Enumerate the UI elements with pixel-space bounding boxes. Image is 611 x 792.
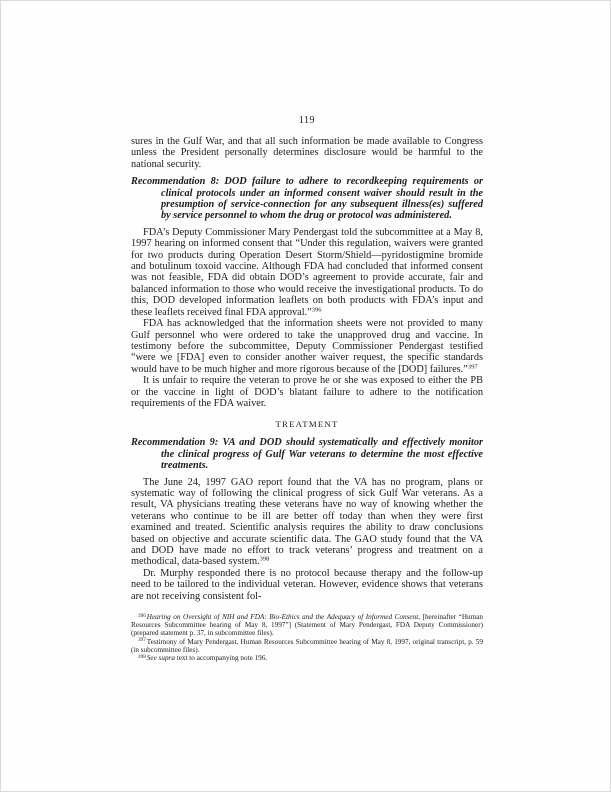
paragraph-dr-murphy [131,568,483,602]
paragraph-text: Dr. Murphy responded there is no protocol because therapy and the follow-up need to be tailored to the individual veteran. However, evidence shows that veterans are not receiving consistent fol- [131,567,483,602]
footnote-ref-396: 396 [311,306,322,314]
page-content [131,115,483,662]
paragraph-fda-pendergast [131,227,483,318]
paragraph-fda-acknowledged [131,318,483,375]
footnote-title-italic: Hearing on Oversight of NIH and FDA: Bio-Ethics and the Adequacy of Informed Consent, [146,613,421,622]
page-number: 119 [298,115,316,126]
paragraph-text: FDA’s Deputy Commissioner Mary Pendergast told the subcommittee at a May 8, 1997 hearing on informed consent that “Under this regulation, waivers were granted for two products during Operation Desert Storm/Shield—pyridostigmine bromide and botulinum toxoid vaccine. Although FDA had concluded that informed consent was not feasible, FDA did obtain DOD’s agreement to provide accurate, fair and balanced information to those who would receive the investigational products. To do this, DOD developed information leaflets on both products with FDA’s input and these leaflets received final FDA approval.” [131,226,483,318]
footnote-number: 396 [138,612,146,619]
footnote-396 [131,613,483,638]
footnote-397 [131,638,483,654]
recommendation-9-heading: Recommendation 9: VA and DOD should systematically and effectively monitor the clinical progress of Gulf War veterans to determine the most effective treatments. [131,437,483,472]
paragraph-text: The June 24, 1997 GAO report found that the VA has no program, plans or systematic way of following the clinical progress of sick Gulf War veterans. As a result, VA physicians treating these veterans have no way of knowing whether the veterans who continue to be ill are better off today than when they were first examined and treated. Scientific analysis requires the ability to draw conclusions based on objective and accurate scientific data. The GAO study found that the VA and DOD have made no effort to track veterans’ progress and treatment on a methodical, data-based system. [131,476,483,568]
footnote-text: text to accompanying note 196. [174,654,268,663]
footnote-text: [hereinafter “Human Resources Subcommittee hearing of May 8, 1997”] (Statement of Mary Pendergast, FDA Deputy Commissioner) (prepared statement p. 37, in subcommittee files). [131,613,483,638]
footnote-text: Testimony of Mary Pendergast, Human Resources Subcommittee hearing of May 8, 1997, original transcript, p. 59 (in subcommittee files). [131,637,483,654]
footnote-ref-398: 398 [259,555,270,563]
paragraph-text: sures in the Gulf War, and that all such information be made available to Congress unless the President personally determines disclosure would be harmful to the national security. [131,136,483,170]
footnote-ref-397: 397 [467,363,478,371]
paragraph-text: FDA has acknowledged that the information sheets were not provided to many Gulf personnel who were ordered to take the unapproved drug and vaccine. In testimony before the subcommittee, Deputy Commissioner Pendergast testified “were we [FDA] even to consider another waiver request, the specific standards would have to be much higher and more rigorous because of the [DOD] failures.” [131,318,483,375]
treatment-section-heading: TREATMENT [275,419,339,430]
paragraph-unfair-to-veteran [131,375,483,409]
footnote-see-supra-italic: See supra [146,654,175,663]
paragraph-continuation [131,136,483,170]
footnote-number: 397 [138,637,146,644]
recommendation-8-heading: Recommendation 8: DOD failure to adhere to recordkeeping requirements or clinical protocols under an informed consent waiver should result in the presumption of service-connection for any subsequent illness(es) suffered by service personnel to whom the drug or protocol was administered. [131,176,483,222]
paragraph-gao-report [131,477,483,568]
footnotes-section [131,613,483,662]
paragraph-text: It is unfair to require the veteran to prove he or she was exposed to either the PB or the vaccine in light of DOD’s blatant failure to adhere to the notification requirements of the FDA waiver. [131,375,483,409]
footnote-number: 398 [138,653,146,660]
footnote-398 [131,654,483,662]
